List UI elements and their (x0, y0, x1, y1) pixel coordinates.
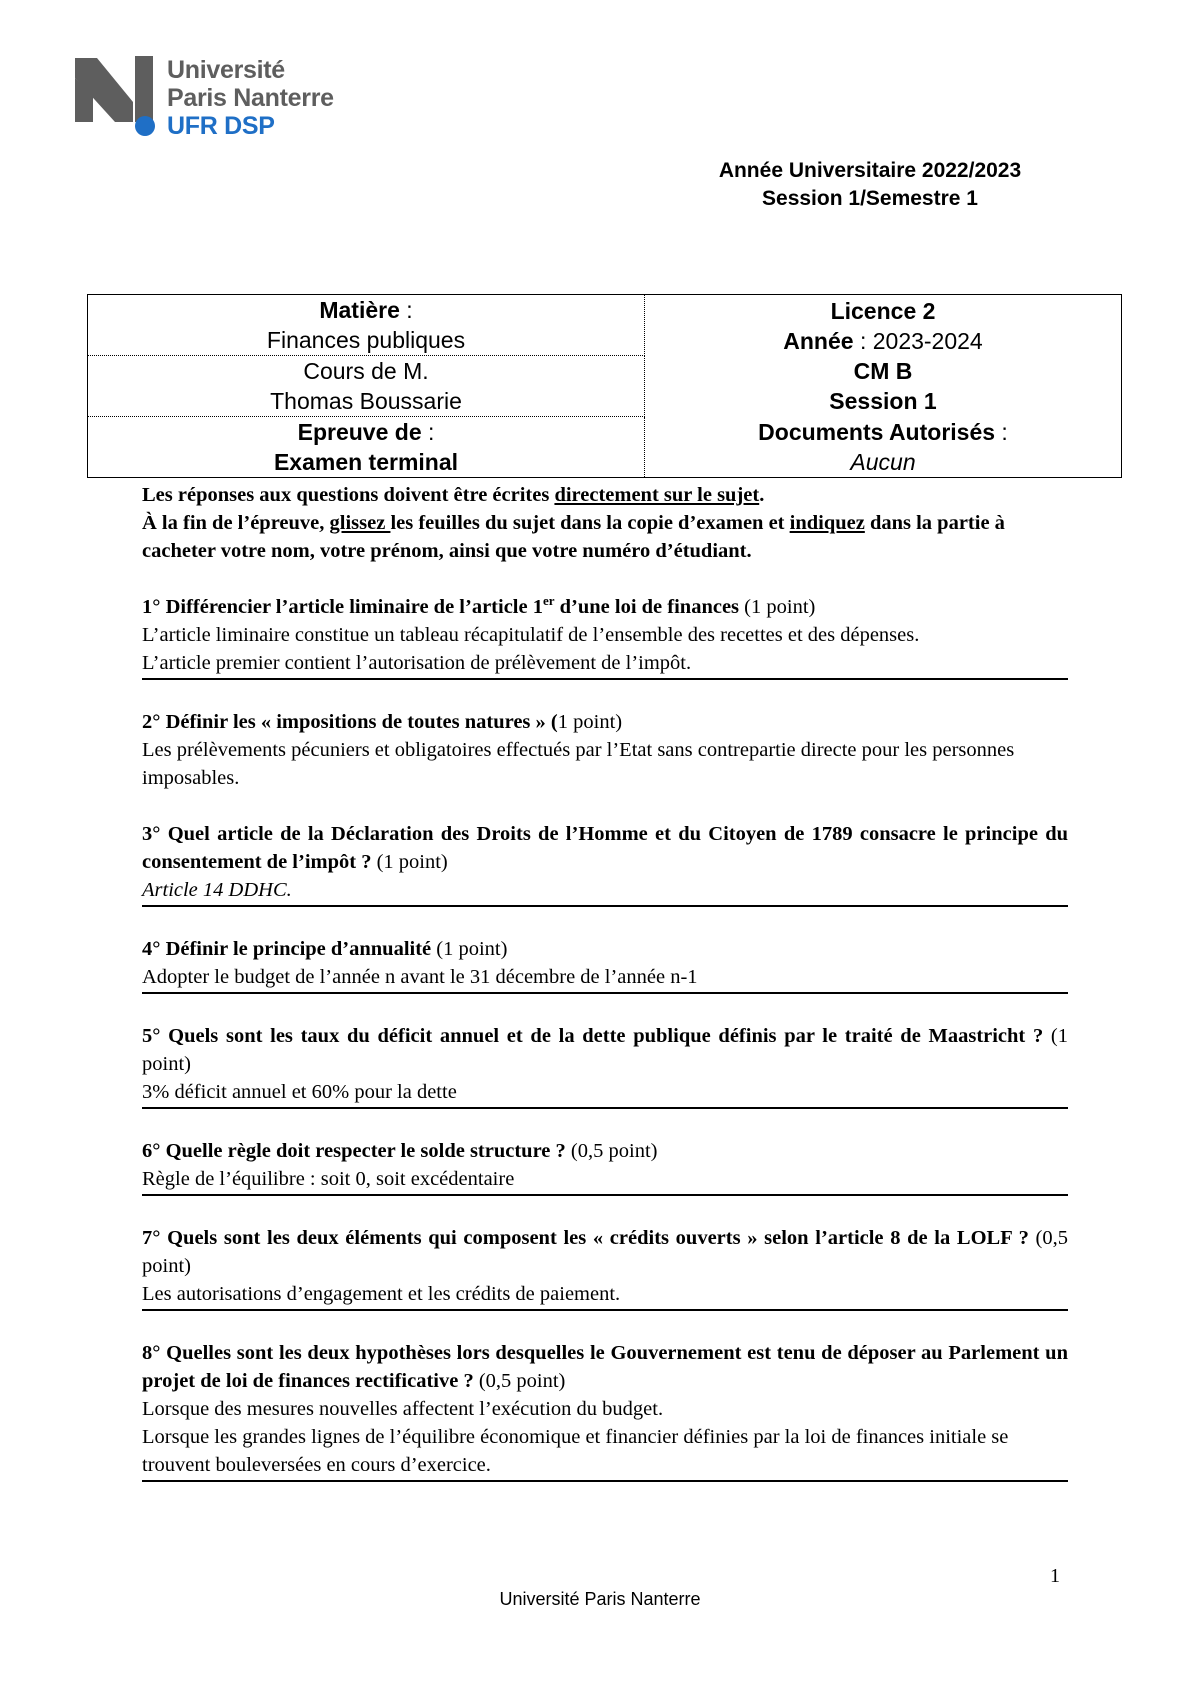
instr-underlined: glissez (329, 512, 391, 534)
answer-line: L’article liminaire constitue un tableau récapitulatif de l’ensemble des recettes et des dépenses. (142, 624, 920, 646)
academic-year-block (700, 157, 1040, 213)
answer (142, 1395, 1068, 1482)
university-logo (75, 56, 375, 146)
licence-value: Licence 2 (830, 297, 936, 324)
question-5 (142, 1022, 1068, 1109)
question-points: 1 point) (557, 711, 623, 733)
answer-line: Règle de l’équilibre : soit 0, soit excédentaire (142, 1168, 515, 1190)
instr-text: Les réponses aux questions doivent être écrites (142, 484, 555, 506)
page-number: 1 (1050, 1565, 1060, 1587)
answer-line: Lorsque des mesures nouvelles affectent l’exécution du budget. (142, 1398, 664, 1420)
answer (142, 1078, 1068, 1109)
question-points: (1 point) (371, 851, 448, 873)
documents-cell: Documents Autorisés : Aucun (645, 417, 1122, 478)
answer (142, 736, 1068, 792)
instr-text: dans la partie à cacheter votre nom, votre prénom, ainsi que votre numéro d’étudiant. (142, 512, 1005, 562)
logo-line-paris-nanterre: Paris Nanterre (167, 84, 334, 112)
question-title: 4° Définir le principe d’annualité (1 point) (142, 938, 508, 960)
documents-value: Aucun (850, 448, 916, 475)
answer (142, 876, 1068, 907)
answer-line: 3% déficit annuel et 60% pour la dette (142, 1081, 457, 1103)
exam-content (142, 481, 1068, 1482)
academic-year: Année Universitaire 2022/2023 (718, 159, 1022, 182)
question-4 (142, 935, 1068, 994)
question-points: (0,5 point) (565, 1140, 658, 1162)
question-2 (142, 708, 1068, 792)
cm-value: CM B (853, 357, 913, 384)
question-points: (0,5 point) (142, 1227, 1068, 1277)
question-title: 3° Quel article de la Déclaration des Droits de l’Homme et du Citoyen de 1789 consacre le principe du consentement de l’impôt ? (1 point) (142, 823, 1068, 873)
question-title: 2° Définir les « impositions de toutes natures » (1 point) (142, 711, 623, 733)
cours-line2: Thomas Boussarie (270, 388, 462, 414)
epreuve-label: Epreuve de (297, 419, 422, 445)
question-1 (142, 593, 1068, 680)
annee-value: 2023-2024 (872, 327, 983, 354)
question-title: 7° Quels sont les deux éléments qui composent les « crédits ouverts » selon l’article 8 de la LOLF ? (0,5 point) (142, 1227, 1068, 1277)
question-title: 5° Quels sont les taux du déficit annuel et de la dette publique définis par le traité de Maastricht ? (1 point) (142, 1025, 1068, 1075)
exam-info-table (87, 294, 1122, 478)
matiere-label: Matière (319, 297, 400, 323)
epreuve-value: Examen terminal (273, 449, 459, 475)
answer-line: Adopter le budget de l’année n avant le 31 décembre de l’année n-1 (142, 966, 698, 988)
question-points: (1 point) (142, 1025, 1068, 1075)
instr-underlined: directement sur le sujet (554, 484, 760, 506)
answer (142, 1165, 1068, 1196)
question-points: (1 point) (431, 938, 508, 960)
instr-text: les feuilles du sujet dans la copie d’examen et (390, 512, 790, 534)
instr-text: . (759, 484, 765, 506)
epreuve-cell: Epreuve de : Examen terminal (88, 417, 645, 478)
matiere-value: Finances publiques (266, 327, 466, 353)
question-3 (142, 820, 1068, 907)
question-title: 6° Quelle règle doit respecter le solde structure ? (0,5 point) (142, 1140, 658, 1162)
answer (142, 963, 1068, 994)
logo-dot-icon (135, 116, 155, 136)
answer-line: Les prélèvements pécuniers et obligatoires effectués par l’Etat sans contrepartie directe pour les personnes imposables. (142, 739, 1015, 789)
question-points: (0,5 point) (473, 1370, 566, 1392)
answer (142, 1280, 1068, 1311)
logo-text (167, 56, 334, 140)
question-title: 1° Différencier l’article liminaire de l’article 1er d’une loi de finances (1 point) (142, 593, 816, 618)
session-semester: Session 1/Semestre 1 (762, 187, 978, 210)
matiere-cell: Matière : Finances publiques (88, 295, 645, 356)
answer-line: Lorsque les grandes lignes de l’équilibre économique et financier définies par la loi de finances initiale se trouvent bouleversées en cours d’exercice. (142, 1426, 1009, 1476)
cours-cell (88, 356, 645, 417)
answer-line: Article 14 DDHC. (142, 879, 292, 901)
instructions (142, 481, 1068, 565)
question-6 (142, 1137, 1068, 1196)
cours-line1: Cours de M. (303, 358, 429, 384)
annee-label: Année (783, 327, 854, 354)
question-8 (142, 1339, 1068, 1482)
question-points: (1 point) (739, 596, 816, 618)
instr-underlined: indiquez (789, 512, 865, 534)
instr-text: À la fin de l’épreuve, (142, 512, 330, 534)
question-title: 8° Quelles sont les deux hypothèses lors desquelles le Gouvernement est tenu de déposer au Parlement un projet de loi de finances rectificative ? (0,5 point) (142, 1342, 1068, 1392)
logo-ufr-text: UFR DSP (167, 112, 275, 140)
session-value: Session 1 (829, 387, 937, 414)
page-footer: Université Paris Nanterre (499, 1589, 701, 1609)
logo-line-ufr (167, 112, 334, 140)
documents-label: Documents Autorisés (758, 418, 996, 445)
answer (142, 621, 1068, 680)
logo-line-universite: Université (167, 56, 285, 84)
answer-line: Les autorisations d’engagement et les crédits de paiement. (142, 1283, 621, 1305)
answer-line: L’article premier contient l’autorisation de prélèvement de l’impôt. (142, 652, 692, 674)
question-7 (142, 1224, 1068, 1311)
licence-cell: Licence 2 Année : 2023-2024 CM B Session 1 (645, 295, 1122, 417)
